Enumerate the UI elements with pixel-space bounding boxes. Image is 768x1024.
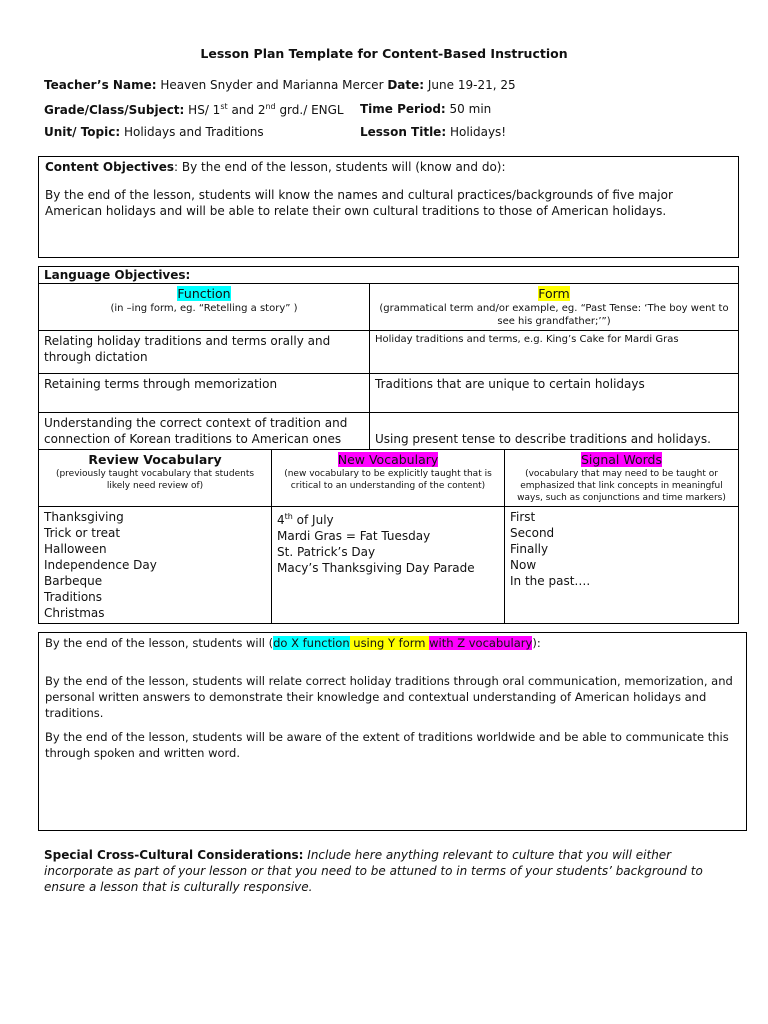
new-vocab-sup: th <box>284 512 293 521</box>
cross-cultural-label: Special Cross-Cultural Considerations: <box>44 848 304 862</box>
form-cell: Using present tense to describe traditions and holidays. <box>370 413 739 450</box>
grade-sup: st <box>220 102 228 111</box>
content-objectives-intro-text: : By the end of the lesson, students will (know and do): <box>174 160 506 174</box>
new-vocab-list <box>272 507 505 624</box>
function-header <box>44 286 364 302</box>
time-value: 50 min <box>449 102 492 116</box>
form-header <box>375 286 733 302</box>
unit-label: Unit/ Topic: <box>44 125 121 139</box>
cross-cultural-section <box>44 847 734 895</box>
review-vocab-item: Halloween <box>44 542 107 556</box>
content-objectives-label: Content Objectives <box>45 160 175 174</box>
new-vocab-item: Mardi Gras = Fat Tuesday <box>277 529 431 543</box>
unit-value: Holidays and Traditions <box>123 125 264 139</box>
new-vocab-item: Macy’s Thanksgiving Day Parade <box>277 561 475 575</box>
new-vocab-item <box>277 509 499 528</box>
teacher-label: Teacher’s Name: <box>44 78 157 92</box>
new-vocab-header-text: New Vocabulary <box>337 452 439 467</box>
new-vocab-sub: (new vocabulary to be explicitly taught that is critical to an understanding of the content) <box>284 469 492 491</box>
teacher-name-row <box>44 78 516 92</box>
vocabulary-table <box>38 449 739 624</box>
new-vocab-item-part: of July <box>292 513 334 527</box>
review-vocab-item: Independence Day <box>44 558 157 572</box>
signal-word-item: Finally <box>510 542 549 556</box>
unit-row <box>44 125 264 139</box>
grade-row <box>44 102 344 117</box>
form-sub: (grammatical term and/or example, eg. “Past Tense: ‘The boy went to see his grandfather;’”) <box>379 303 729 327</box>
signal-word-item: In the past…. <box>510 574 591 588</box>
content-objectives-intro <box>45 159 732 175</box>
form-header-cell <box>370 284 739 331</box>
signal-words-sub: (vocabulary that may need to be taught or emphasized that link concepts in meaningful ways, such as conjunctions and time markers) <box>517 469 726 503</box>
review-vocab-item: Trick or treat <box>44 526 121 540</box>
review-vocab-sub: (previously taught vocabulary that students likely need review of) <box>55 469 255 491</box>
objectives-formula <box>45 635 740 651</box>
time-period-row <box>360 102 491 116</box>
review-vocab-item: Christmas <box>44 606 105 620</box>
date-value: June 19-21, 25 <box>427 78 516 92</box>
new-vocab-header-cell <box>272 450 505 507</box>
objectives-statement-box <box>38 632 747 831</box>
grade-value-part: grd./ ENGL <box>275 103 344 117</box>
formula-y-form: using Y form <box>349 636 430 650</box>
review-vocab-item: Thanksgiving <box>44 510 124 524</box>
signal-word-item: First <box>510 510 536 524</box>
form-cell: Holiday traditions and terms, e.g. King’s Cake for Mardi Gras <box>370 331 739 374</box>
formula-text: ): <box>532 636 541 650</box>
lesson-label: Lesson Title: <box>360 125 447 139</box>
objective-paragraph-1: By the end of the lesson, students will relate correct holiday traditions through oral communication, memorization, and personal written answers to demonstrate their knowledge and contextual understanding of American holidays and traditions. <box>45 674 733 720</box>
signal-word-item: Now <box>510 558 537 572</box>
new-vocab-header <box>277 452 499 468</box>
signal-word-item: Second <box>510 526 555 540</box>
function-cell: Understanding the correct context of tradition and connection of Korean traditions to American ones <box>39 413 370 450</box>
review-vocab-header-cell <box>39 450 272 507</box>
function-header-text: Function <box>177 286 231 301</box>
review-vocab-item: Traditions <box>44 590 103 604</box>
grade-value-part: HS/ 1 <box>188 103 221 117</box>
date-label: Date: <box>387 78 425 92</box>
language-objectives-label: Language Objectives: <box>39 267 739 284</box>
function-sub: (in –ing form, eg. “Retelling a story” ) <box>110 303 298 314</box>
signal-words-header-text: Signal Words <box>580 452 662 467</box>
language-objectives-table <box>38 266 739 450</box>
grade-sup: nd <box>265 102 276 111</box>
new-vocab-item: St. Patrick’s Day <box>277 545 376 559</box>
form-cell: Traditions that are unique to certain holidays <box>370 374 739 413</box>
signal-words-header-cell <box>505 450 739 507</box>
function-cell: Retaining terms through memorization <box>39 374 370 413</box>
content-objectives-box <box>38 156 739 258</box>
formula-z-vocabulary: with Z vocabulary <box>429 636 533 650</box>
function-header-cell <box>39 284 370 331</box>
objective-paragraph-2: By the end of the lesson, students will be aware of the extent of traditions worldwide and be able to communicate this through spoken and written word. <box>45 730 729 760</box>
lesson-title-row <box>360 125 506 139</box>
teacher-value: Heaven Snyder and Marianna Mercer <box>160 78 384 92</box>
review-vocab-header: Review Vocabulary <box>88 452 222 467</box>
lesson-value: Holidays! <box>449 125 507 139</box>
grade-label: Grade/Class/Subject: <box>44 103 185 117</box>
form-header-text: Form <box>538 286 570 301</box>
signal-words-header <box>510 452 733 468</box>
function-cell: Relating holiday traditions and terms orally and through dictation <box>39 331 370 374</box>
grade-value-part: and 2 <box>227 103 266 117</box>
formula-x-function: do X function <box>273 636 350 650</box>
time-label: Time Period: <box>360 102 446 116</box>
review-vocab-item: Barbeque <box>44 574 103 588</box>
cross-cultural-text: Include here anything relevant to culture that you will either incorporate as part of your lesson or that you need to be attuned to in terms of your students’ background to ensure a lesson that is culturally responsive. <box>44 848 703 894</box>
signal-words-list <box>505 507 739 624</box>
document-title: Lesson Plan Template for Content-Based Instruction <box>200 46 568 61</box>
new-vocab-item-part: 4 <box>277 513 285 527</box>
formula-text: By the end of the lesson, students will ( <box>45 636 274 650</box>
grade-value <box>188 103 343 117</box>
content-objectives-text: By the end of the lesson, students will know the names and cultural practices/backgrounds of five major American holidays and will be able to relate their own cultural traditions to those of American holidays. <box>45 188 673 218</box>
review-vocab-list <box>39 507 272 624</box>
